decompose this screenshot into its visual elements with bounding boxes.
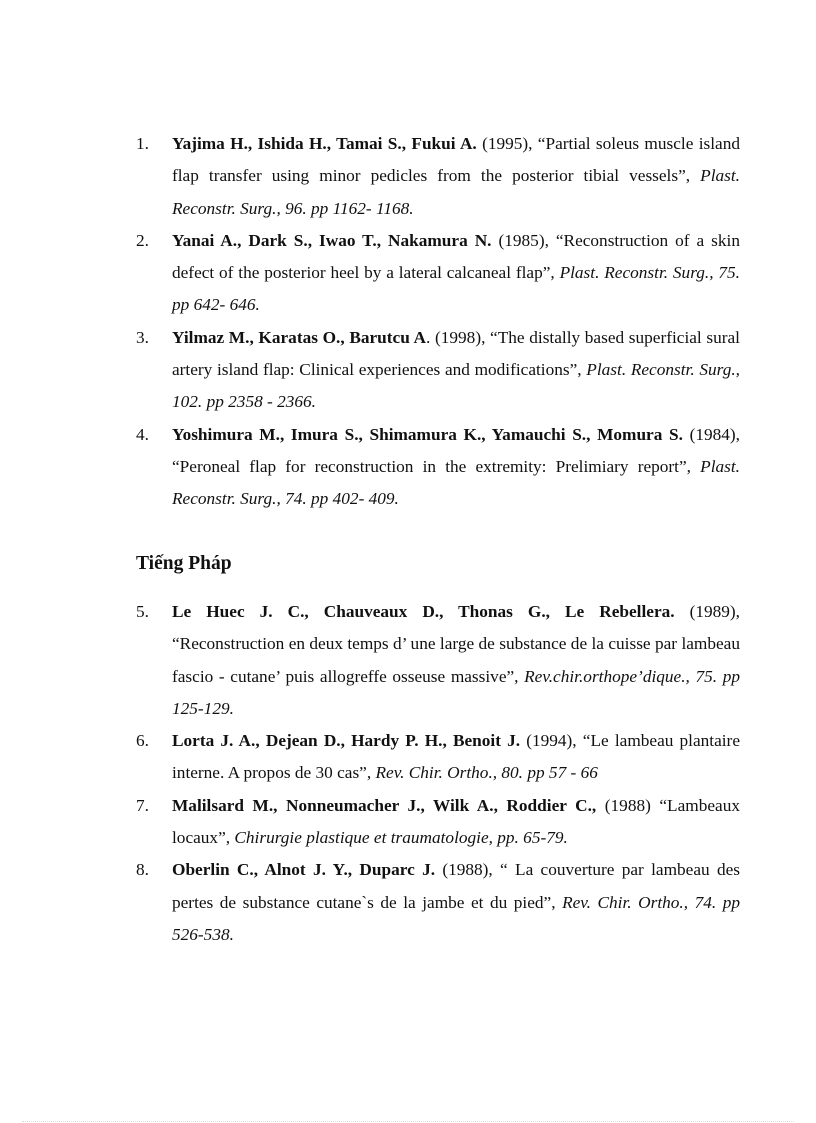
reference-journal: Plast. Reconstr. Surg., 102. pp 2358 - 2366. [172,360,740,412]
reference-item-8 [136,854,740,951]
reference-number: 4. [136,424,149,444]
section-heading-french: Tiếng Pháp [136,553,232,574]
reference-authors: Oberlin C., Alnot J. Y., Duparc J. [172,860,436,880]
page-bottom-divider [22,1121,794,1122]
reference-journal: Plast. Reconstr. Surg., 75. pp 642- 646. [172,263,741,315]
reference-authors: Le Huec J. C., Chauveaux D., Thonas G., Le Rebellera. [172,602,675,621]
reference-item-2 [136,225,740,322]
reference-year-title: (1995), “Partial soleus muscle island flap transfer using minor pedicles from the posterior tibial vessels”, [172,134,740,186]
reference-number: 3. [136,327,149,347]
reference-number: 8. [136,860,149,880]
reference-number: 7. [136,795,149,815]
reference-year-title: . (1998), “The distally based superficial sural artery island flap: Clinical experiences and modifications”, [172,327,740,380]
reference-number: 5. [136,602,149,621]
reference-item-5 [136,596,740,725]
reference-authors: Lorta J. A., Dejean D., Hardy P. H., Benoit J. [172,731,521,751]
reference-item-1 [136,128,740,225]
reference-authors: Yajima H., Ishida H., Tamai S., Fukui A. [172,134,477,153]
reference-year-title: (1985), “Reconstruction of a skin defect of the posterior heel by a lateral calcaneal flap”, [172,230,740,283]
reference-journal: Chirurgie plastique et traumatologie, pp. 65-79. [234,828,568,848]
reference-journal: Rev. Chir. Ortho., 80. pp 57 - 66 [375,763,598,783]
reference-item-4 [136,419,740,516]
reference-journal: Plast. Reconstr. Surg., 74. pp 402- 409. [172,456,740,509]
reference-journal: Rev. Chir. Ortho., 74. pp 526-538. [172,892,740,944]
reference-authors: Yanai A., Dark S., Iwao T., Nakamura N. [172,230,492,250]
reference-year-title: (1989), “Reconstruction en deux temps d’ une large de substance de la cuisse par lambeau fascio - cutane’ puis allogreffe osseuse massive”, [172,602,740,686]
reference-authors: Malilsard M., Nonneumacher J., Wilk A., Roddier C., [172,795,597,815]
reference-authors: Yoshimura M., Imura S., Shimamura K., Yamauchi S., Momura S. [172,424,683,444]
reference-year-title: (1994), “Le lambeau plantaire interne. A propos de 30 cas”, [172,731,740,783]
reference-list-english [136,128,740,516]
reference-number: 1. [136,134,149,153]
reference-journal: Rev.chir.orthope’dique., 75. pp 125-129. [172,666,740,718]
reference-year-title: (1984), “Peroneal flap for reconstruction in the extremity: Prelimiary report”, [172,424,740,476]
reference-item-6 [136,725,740,790]
reference-journal: Plast. Reconstr. Surg., 96. pp 1162- 1168. [172,166,740,218]
reference-authors: Yilmaz M., Karatas O., Barutcu A [172,327,427,347]
reference-item-3 [136,322,740,419]
reference-list-french [136,596,740,951]
reference-year-title: (1988) “Lambeaux locaux”, [172,795,740,848]
reference-year-title: (1988), “ La couverture par lambeau des pertes de substance cutane`s de la jambe et du pied”, [172,860,740,912]
reference-item-7 [136,790,740,855]
reference-number: 6. [136,731,149,751]
reference-number: 2. [136,230,149,250]
